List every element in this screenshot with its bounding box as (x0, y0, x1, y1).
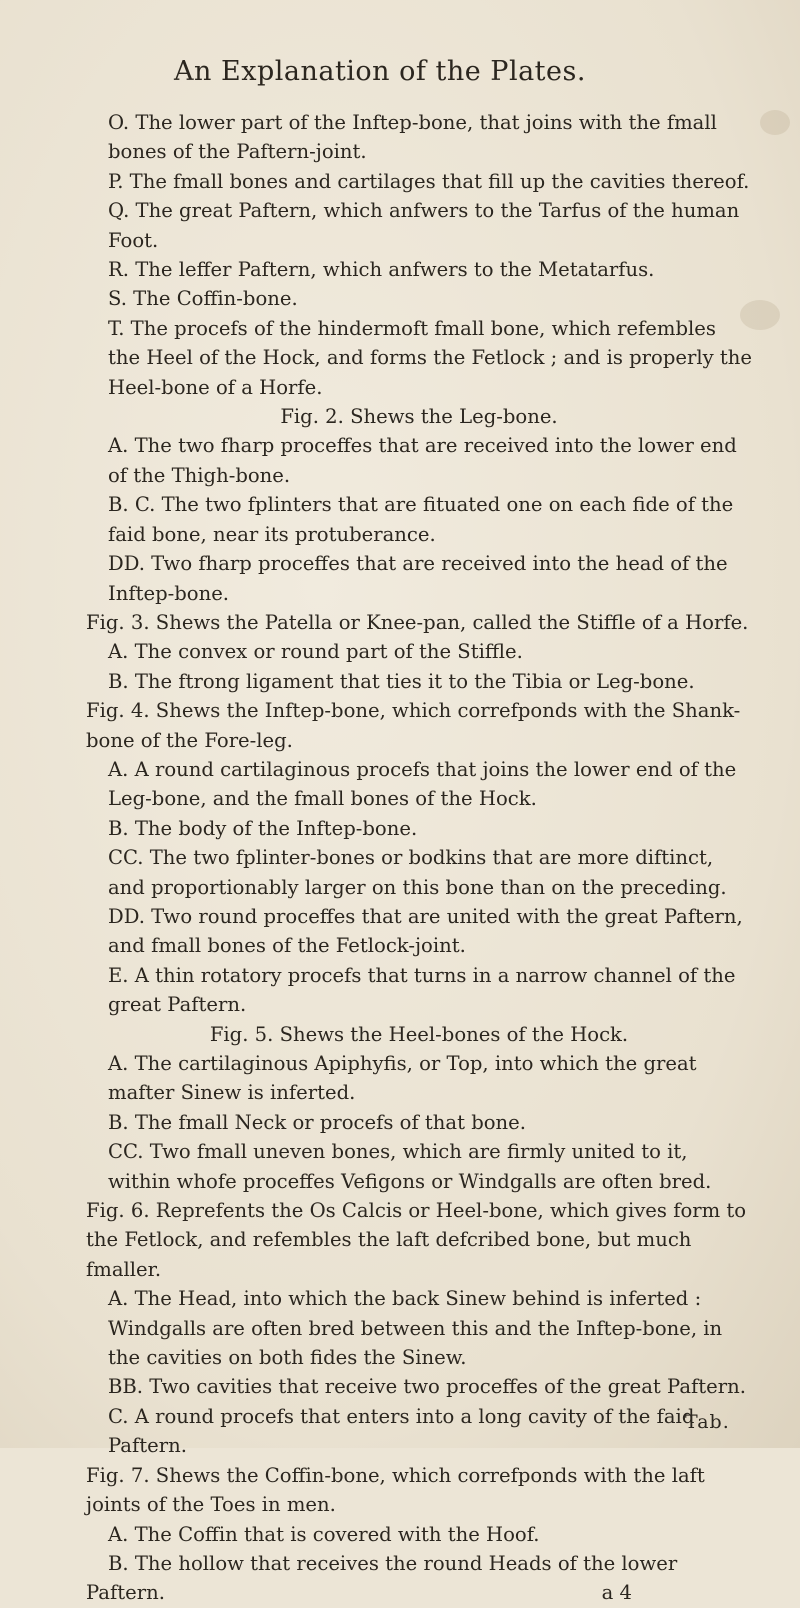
paragraph: A. A round cartilaginous procefs that joins the lower end of the Leg-bone, and the fmall bones of the Hock. (108, 757, 737, 811)
paragraph: DD. Two round proceffes that are united with the great Paftern, and fmall bones of the Fetlock-joint. (108, 904, 743, 958)
paragraph: O. The lower part of the Inftep-bone, that joins with the fmall bones of the Paftern-joint. (108, 111, 717, 164)
paragraph: C. A round procefs that enters into a long cavity of the faid Paftern. (108, 1404, 695, 1458)
paragraph: B. The hollow that receives the round Heads of the lower (108, 1551, 678, 1575)
figure-caption: Fig. 6. Reprefents the Os Calcis or Heel-bone, which gives form to the Fetlock, and refembles the laft defcribed bone, but much fmaller. (86, 1199, 747, 1281)
paragraph: E. A thin rotatory procefs that turns in a narrow channel of the great Paftern. (108, 963, 736, 1017)
body-text (86, 108, 752, 1608)
paragraph: A. The cartilaginous Apiphyfis, or Top, into which the great mafter Sinew is inferted. (108, 1052, 697, 1105)
page-header: An Explanation of the Plates. (174, 56, 586, 87)
paragraph: P. The fmall bones and cartilages that fill up the cavities thereof. (108, 169, 750, 193)
paragraph: R. The leffer Paftern, which anfwers to the Metatarfus. (108, 258, 655, 282)
paragraph: A. The Head, into which the back Sinew behind is inferted : Windgalls are often bred between this and the Inftep-bone, in the cavities on both fides the Sinew. (108, 1287, 723, 1370)
paragraph: Q. The great Paftern, which anfwers to the Tarfus of the human Foot. (108, 199, 740, 252)
last-line-text: Paftern. (86, 1581, 165, 1605)
paragraph: B. The body of the Inftep-bone. (108, 816, 418, 840)
paragraph: BB. Two cavities that receive two proceffes of the great Paftern. (108, 1375, 746, 1399)
catchword: Tab. (685, 1411, 730, 1433)
figure-caption: Fig. 4. Shews the Inftep-bone, which correfponds with the Shank-bone of the Fore-leg. (86, 699, 741, 752)
paragraph: DD. Two fharp proceffes that are received into the head of the Inftep-bone. (108, 552, 728, 605)
figure-caption: Fig. 5. Shews the Heel-bones of the Hock. (209, 1022, 629, 1046)
last-line (86, 1578, 752, 1607)
paragraph: B. The ftrong ligament that ties it to the Tibia or Leg-bone. (108, 669, 695, 693)
paragraph: CC. Two fmall uneven bones, which are firmly united to it, within whofe proceffes Vefigons or Windgalls are often bred. (108, 1140, 712, 1193)
paragraph: CC. The two fplinter-bones or bodkins that are more diftinct, and proportionably larger on this bone than on the preceding. (108, 846, 727, 899)
paragraph: A. The convex or round part of the Stiffle. (108, 640, 523, 664)
figure-caption: Fig. 7. Shews the Coffin-bone, which correfponds with the laft joints of the Toes in men. (86, 1463, 705, 1517)
paragraph: T. The procefs of the hindermoft fmall bone, which refembles the Heel of the Hock, and forms the Fetlock ; and is properly the Heel-bone of a Horfe. (108, 316, 752, 399)
paragraph: B. C. The two fplinters that are fituated one on each fide of the faid bone, near its protuberance. (108, 493, 734, 546)
paragraph: A. The Coffin that is covered with the Hoof. (108, 1522, 540, 1546)
signature-mark: a 4 (601, 1581, 632, 1605)
paragraph: S. The Coffin-bone. (108, 287, 298, 311)
paragraph: A. The two fharp proceffes that are received into the lower end of the Thigh-bone. (108, 434, 737, 487)
figure-caption: Fig. 3. Shews the Patella or Knee-pan, called the Stiffle of a Horfe. (86, 610, 749, 634)
figure-caption: Fig. 2. Shews the Leg-bone. (280, 405, 558, 429)
paragraph: B. The fmall Neck or procefs of that bone. (108, 1110, 526, 1134)
foxing-mark (760, 110, 790, 135)
